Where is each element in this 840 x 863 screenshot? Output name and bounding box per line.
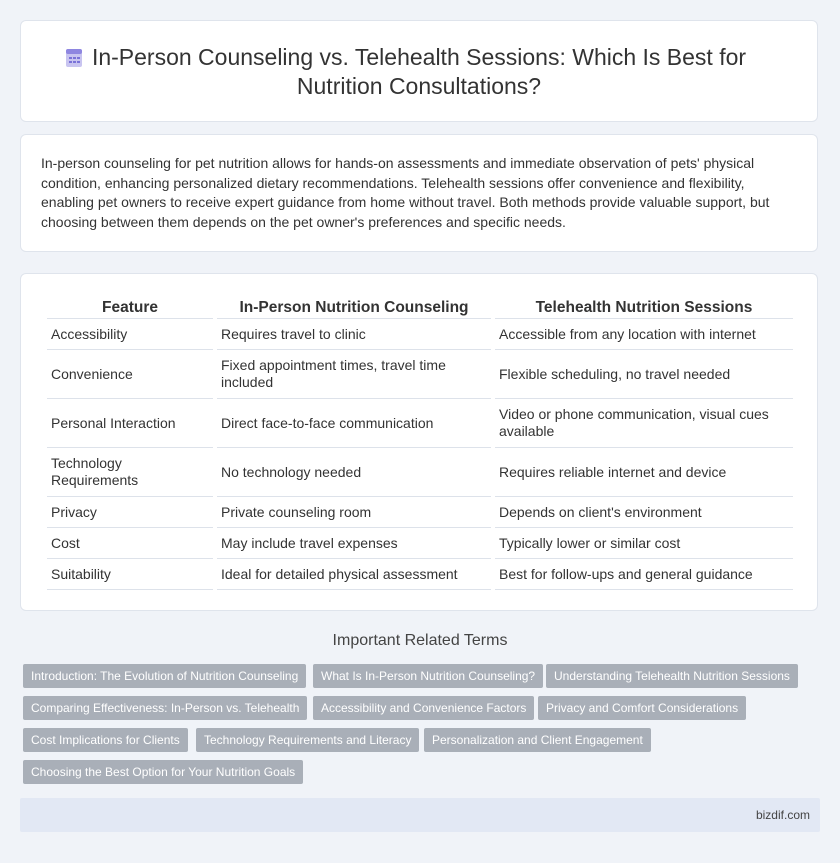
table-header-row — [47, 296, 793, 319]
table-cell: Technology Requirements — [47, 448, 213, 497]
related-term-tag[interactable]: Cost Implications for Clients — [23, 728, 188, 752]
related-term-tag[interactable]: What Is In-Person Nutrition Counseling? — [313, 664, 543, 688]
table-cell: Private counseling room — [217, 497, 491, 528]
table-cell: Best for follow-ups and general guidance — [495, 559, 793, 590]
title-row — [21, 43, 817, 101]
header-in-person: In-Person Nutrition Counseling — [217, 296, 491, 319]
table-cell: Accessibility — [47, 319, 213, 350]
table-row — [47, 399, 793, 448]
comparison-table — [43, 296, 797, 590]
header-telehealth: Telehealth Nutrition Sessions — [495, 296, 793, 319]
table-cell: Suitability — [47, 559, 213, 590]
intro-card — [20, 134, 818, 252]
table-cell: Requires reliable internet and device — [495, 448, 793, 497]
table-row — [47, 448, 793, 497]
table-row — [47, 528, 793, 559]
table-row — [47, 319, 793, 350]
table-row — [47, 559, 793, 590]
document-icon — [63, 47, 85, 69]
table-cell: Privacy — [47, 497, 213, 528]
header-feature: Feature — [47, 296, 213, 319]
related-term-tag[interactable]: Privacy and Comfort Considerations — [538, 696, 746, 720]
table-cell: Convenience — [47, 350, 213, 399]
related-term-tag[interactable]: Accessibility and Convenience Factors — [313, 696, 534, 720]
site-link[interactable]: bizdif.com — [755, 808, 810, 822]
related-terms-title: Important Related Terms — [332, 632, 508, 649]
title-card — [20, 20, 818, 122]
related-term-tag[interactable]: Introduction: The Evolution of Nutrition Counseling — [23, 664, 306, 688]
table-cell: Accessible from any location with internet — [495, 319, 793, 350]
intro-paragraph: In-person counseling for pet nutrition allows for hands-on assessments and immediate observation of pets' physical condition, enhancing personalized dietary recommendations. Telehealth sessions offer convenience and flexibility, enabling pet owners to receive expert guidance from home without travel. Both methods provide valuable support, but choosing between them depends on the pet owner's preferences and specific needs. — [41, 155, 770, 230]
related-term-tag[interactable]: Technology Requirements and Literacy — [196, 728, 419, 752]
table-cell: Personal Interaction — [47, 399, 213, 448]
table-cell: Depends on client's environment — [495, 497, 793, 528]
related-term-tag[interactable]: Understanding Telehealth Nutrition Sessions — [546, 664, 798, 688]
table-cell: No technology needed — [217, 448, 491, 497]
table-cell: Direct face-to-face communication — [217, 399, 491, 448]
table-cell: Video or phone communication, visual cues available — [495, 399, 793, 448]
table-row — [47, 497, 793, 528]
table-cell: Typically lower or similar cost — [495, 528, 793, 559]
table-cell: Ideal for detailed physical assessment — [217, 559, 491, 590]
related-term-tag[interactable]: Personalization and Client Engagement — [424, 728, 651, 752]
table-cell: Flexible scheduling, no travel needed — [495, 350, 793, 399]
table-cell: Cost — [47, 528, 213, 559]
related-term-tag[interactable]: Comparing Effectiveness: In-Person vs. Telehealth — [23, 696, 307, 720]
table-row — [47, 350, 793, 399]
page-title: In-Person Counseling vs. Telehealth Sessions: Which Is Best for Nutrition Consultations? — [91, 44, 747, 99]
table-cell: May include travel expenses — [217, 528, 491, 559]
table-cell: Requires travel to clinic — [217, 319, 491, 350]
table-cell: Fixed appointment times, travel time included — [217, 350, 491, 399]
comparison-card — [20, 273, 818, 611]
footer — [20, 798, 820, 832]
related-term-tag[interactable]: Choosing the Best Option for Your Nutrition Goals — [23, 760, 303, 784]
